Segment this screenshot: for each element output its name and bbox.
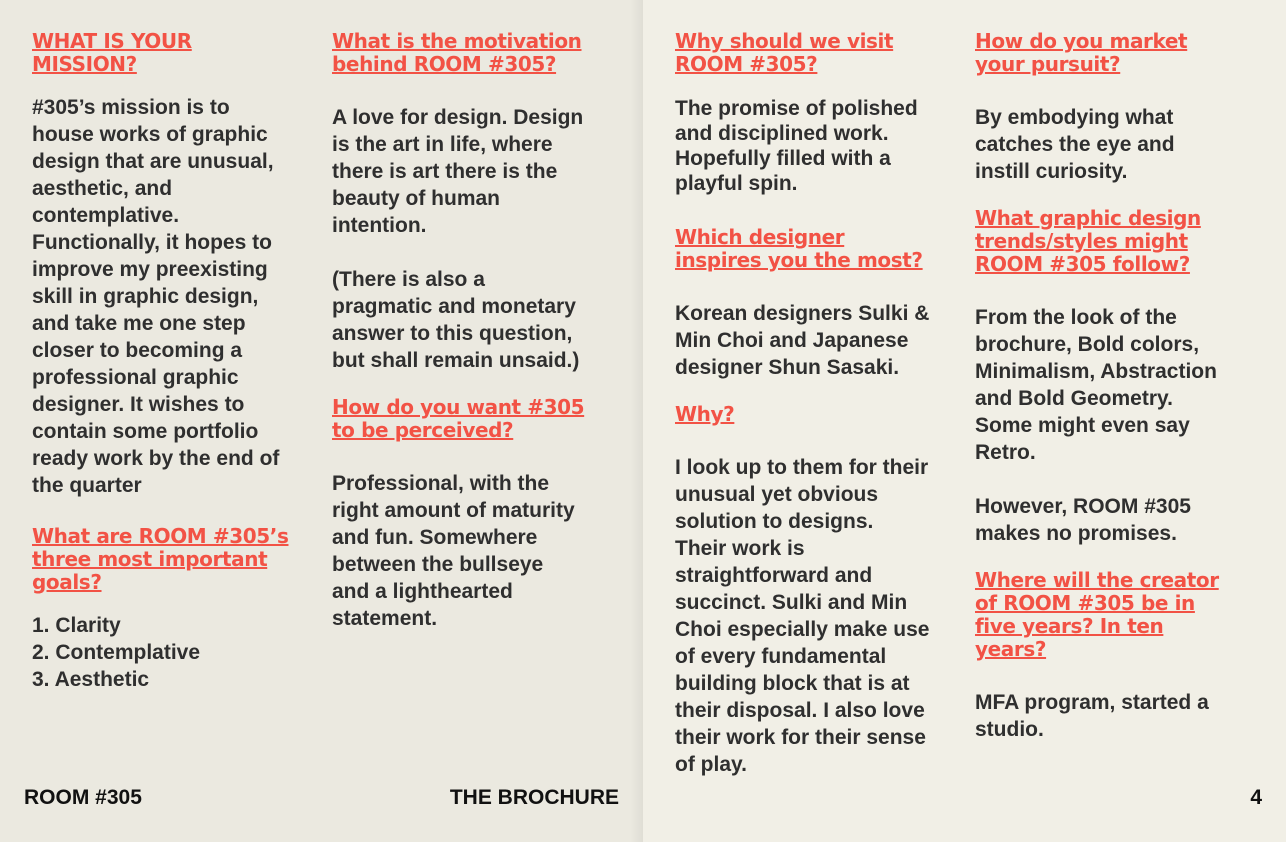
- goals-question: What are ROOM #305’s three most important goals?: [32, 524, 289, 594]
- perception-answer: Professional, with the right amount of maturity and fun. Somewhere between the bullseye and a lighthearted statement.: [332, 472, 575, 630]
- goals-answer: 1. Clarity 2. Contemplative 3. Aesthetic: [32, 614, 201, 691]
- visit-answer: The promise of polished and disciplined work. Hopefully filled with a playful spin.: [675, 97, 918, 195]
- motivation-answer: A love for design. Design is the art in life, where there is art there is the beauty of human intention. (There is also a pragmatic and monetary answer to this question, but shall remain unsaid.): [332, 106, 584, 372]
- future-answer: MFA program, started a studio.: [975, 691, 1209, 741]
- visit-question: Why should we visit ROOM #305?: [675, 29, 894, 76]
- future-question: Where will the creator of ROOM #305 be in five years? In ten years?: [975, 568, 1219, 661]
- right-page: [643, 0, 1286, 842]
- motivation-question: What is the motivation behind ROOM #305?: [332, 29, 582, 76]
- footer-title: ROOM #305: [24, 786, 142, 809]
- mission-question: WHAT IS YOUR MISSION?: [32, 29, 192, 76]
- perception-question: How do you want #305 to be perceived?: [332, 395, 585, 442]
- trends-question: What graphic design trends/styles might ROOM #305 follow?: [975, 206, 1201, 276]
- market-answer: By embodying what catches the eye and instill curiosity.: [975, 106, 1175, 183]
- mission-answer: #305’s mission is to house works of graphic design that are unusual, aesthetic, and contemplative. Functionally, it hopes to improve my preexisting skill in graphic design, and take me one step closer to becoming a professional graphic designer. It wishes to contain some portfolio ready work by the end of the quarter: [32, 96, 280, 497]
- trends-answer: From the look of the brochure, Bold colors, Minimalism, Abstraction and Bold Geometry. Some might even say Retro. However, ROOM #305 makes no promises.: [975, 306, 1217, 545]
- designer-answer: Korean designers Sulki & Min Choi and Japanese designer Shun Sasaki.: [675, 302, 930, 379]
- why-question: Why?: [675, 402, 735, 426]
- footer-section: THE BROCHURE: [449, 786, 619, 809]
- page-number: 4: [1250, 786, 1262, 809]
- designer-question: Which designer inspires you the most?: [675, 225, 923, 272]
- page-spine-shadow: [630, 0, 643, 842]
- market-question: How do you market your pursuit?: [975, 29, 1188, 76]
- why-answer: I look up to them for their unusual yet obvious solution to designs. Their work is straightforward and succinct. Sulki and Min Choi especially make use of every fundamental building block that is at their disposal. I also love their work for their sense of play.: [675, 456, 930, 776]
